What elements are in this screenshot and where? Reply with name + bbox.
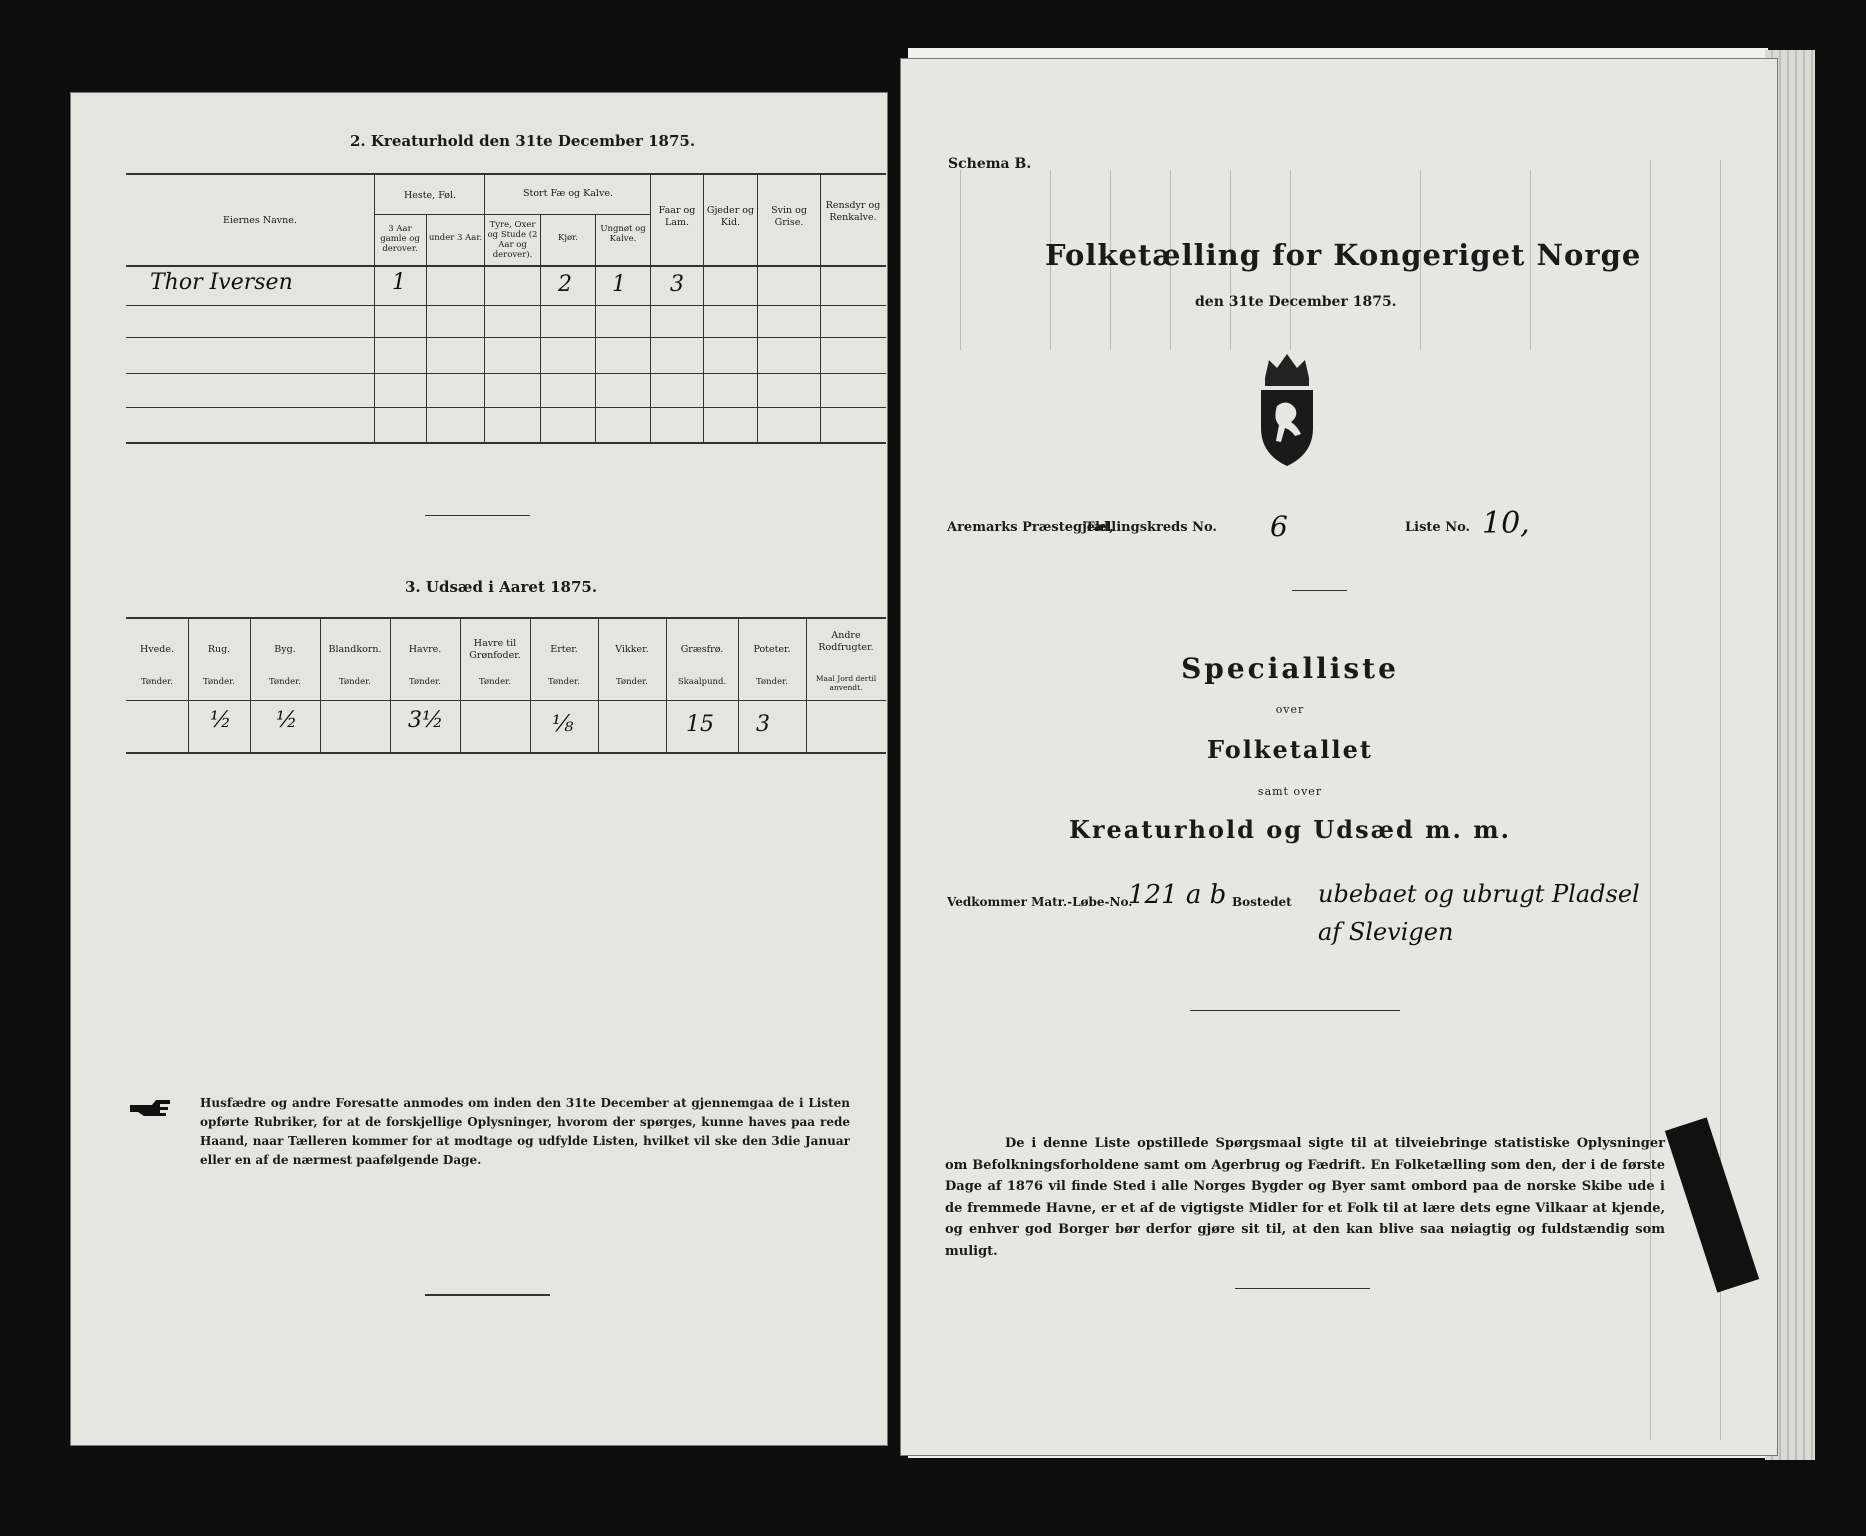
header-svin: Svin og Grise.: [771, 205, 807, 228]
seed-header-erter: Erter.: [550, 644, 578, 655]
matrikel-number: 121 a b: [1128, 880, 1227, 910]
seed-header-poteter: Poteter.: [753, 644, 791, 655]
header-ungnot: Ungnøt og Kalve.: [600, 224, 646, 244]
seed-value-erter: ⅛: [552, 712, 574, 737]
seed-header-andre: Andre Rodfrugter.: [818, 630, 874, 653]
folketallet-heading: Folketallet: [1207, 735, 1373, 764]
left-page: [70, 92, 888, 1446]
norwegian-coat-of-arms-icon: [1255, 350, 1319, 468]
header-stort-fae: Stort Fæ og Kalve.: [523, 188, 613, 199]
pointing-hand-icon: [128, 1097, 172, 1119]
list-label: Liste No.: [1405, 520, 1471, 535]
over-text: over: [1275, 703, 1305, 716]
kreaturhold-heading: Kreaturhold og Udsæd m. m.: [1069, 815, 1511, 844]
seed-header-havre: Havre.: [408, 644, 442, 655]
header-tyre: Tyre, Oxer og Stude (2 Aar og derover).: [487, 220, 538, 260]
seed-unit: Skaalpund.: [677, 677, 727, 687]
seed-header-byg: Byg.: [274, 644, 296, 655]
schema-label: Schema B.: [948, 156, 1032, 172]
seed-unit: Tønder.: [141, 677, 173, 687]
seed-header-havre-gronfoder: Havre til Grønfoder.: [469, 638, 521, 661]
seed-header-blandkorn: Blandkorn.: [328, 644, 382, 655]
seed-unit: Tønder.: [756, 677, 788, 687]
header-heste-under3: under 3 Aar.: [428, 233, 483, 243]
header-rensdyr: Rensdyr og Renkalve.: [825, 200, 881, 223]
value-kjor: 2: [558, 272, 572, 297]
value-heste-3aar: 1: [392, 270, 406, 295]
seed-unit: Tønder.: [269, 677, 301, 687]
header-heste-3aar: 3 Aar gamle og derover.: [380, 224, 420, 254]
seed-value-byg: ½: [276, 708, 298, 733]
census-date: den 31te December 1875.: [1195, 294, 1397, 310]
samt-over-text: samt over: [1257, 785, 1323, 798]
seed-unit: Tønder.: [339, 677, 371, 687]
seed-header-rug: Rug.: [207, 644, 231, 655]
owner-name: Thor Iversen: [150, 270, 293, 295]
seed-header-graesfro: Græsfrø.: [680, 644, 724, 655]
seed-value-rug: ½: [210, 708, 232, 733]
bostedet-line1: ubebaet og ubrugt Pladsel: [1318, 880, 1640, 908]
header-gjeder: Gjeder og Kid.: [706, 205, 755, 228]
seed-value-graesfro: 15: [686, 712, 714, 737]
district-label: Tællingskreds No.: [1085, 520, 1217, 535]
list-number: 10,: [1482, 506, 1530, 541]
seed-unit: Tønder.: [479, 677, 511, 687]
seed-value-havre: 3½: [408, 708, 444, 733]
seed-value-poteter: 3: [756, 712, 770, 737]
seed-unit: Tønder.: [409, 677, 441, 687]
section3-title: 3. Udsæd i Aaret 1875.: [405, 578, 598, 596]
section2-title: 2. Kreaturhold den 31te December 1875.: [350, 132, 696, 150]
census-explanation: De i denne Liste opstillede Spørgsmaal sigte til at tilveiebringe statistiske Oplysninger om Befolkningsforholdene samt om Agerbrug og Fædrift. En Folketælling som den, der i de første Dage af 1876 vil finde Sted i alle Norges Bygder og Byer samt ombord paa de norske Skibe ude i de fremmede Havne, er et af de vigtigste Midler for et Folk til at lære dets egne Vilkaar at kjende, og enhver god Borger bør derfor gjøre sit til, at den kan blive saa nøiagtig og fuldstændig som muligt.: [945, 1136, 1665, 1259]
seed-header-vikker: Vikker.: [615, 644, 649, 655]
instruction-note: Husfædre og andre Foresatte anmodes om inden den 31te December at gjennemgaa de i Listen opførte Rubriker, for at de forskjellige Oplysninger, hvorom der spørges, kunne haves paa rede Haand, naar Tælleren kommer for at modtage og udfylde Listen, hvilket vil ske den 3die Januar eller en af de nærmest paafølgende Dage.: [200, 1096, 850, 1167]
value-faar: 3: [670, 272, 684, 297]
header-heste: Heste, Føl.: [403, 190, 457, 201]
seed-unit: Tønder.: [203, 677, 235, 687]
header-owner: Eiernes Navne.: [223, 215, 297, 226]
specialliste-heading: Specialliste: [1181, 652, 1399, 685]
parish-label: Aremarks Præstegjeld,: [947, 520, 1114, 535]
header-faar: Faar og Lam.: [658, 205, 696, 228]
main-title: Folketælling for Kongeriget Norge: [1045, 238, 1642, 272]
header-kjor: Kjør.: [558, 233, 578, 243]
bostedet-line2: af Slevigen: [1318, 918, 1454, 946]
seed-unit: Tønder.: [616, 677, 648, 687]
bostedet-label: Bostedet: [1232, 895, 1292, 909]
district-number: 6: [1270, 510, 1288, 543]
matrikel-label: Vedkommer Matr.-Løbe-No.: [947, 895, 1133, 909]
seed-unit: Maal Jord dertil anvendt.: [815, 674, 877, 692]
seed-header-hvede: Hvede.: [140, 644, 174, 655]
value-ungnot: 1: [612, 272, 626, 297]
seed-unit: Tønder.: [548, 677, 580, 687]
